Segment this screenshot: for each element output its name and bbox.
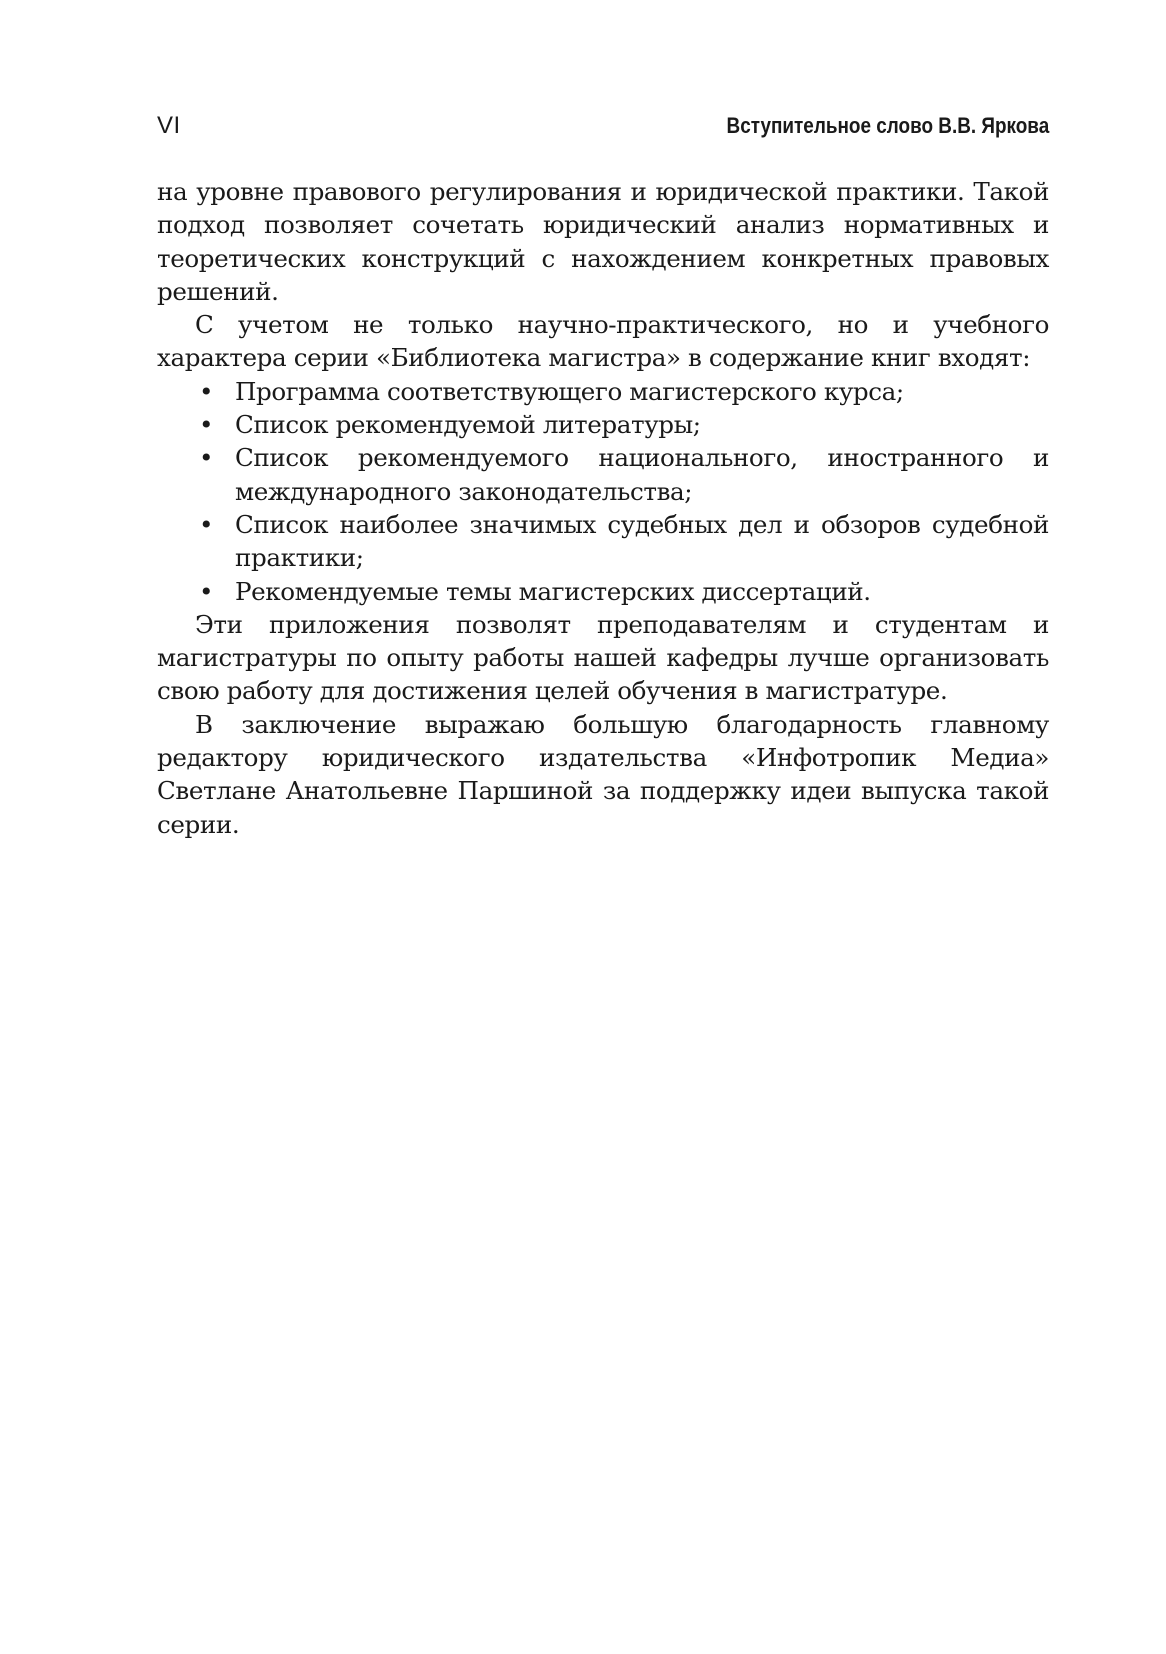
bullet-icon: • <box>199 410 214 440</box>
list-item-text: Список рекомендуемого национального, иностранного и международного законодательства; <box>235 443 1049 506</box>
bullet-icon: • <box>199 376 214 406</box>
running-title: Вступительное слово В.В. Яркова <box>726 113 1049 138</box>
list-item-text: Список рекомендуемой литературы; <box>235 410 701 440</box>
list-item <box>157 375 1049 408</box>
contents-list <box>157 375 1049 608</box>
bullet-icon: • <box>199 576 214 606</box>
bullet-icon: • <box>199 443 214 473</box>
list-item-text: Программа соответствующего магистерского курса; <box>235 376 904 406</box>
list-item <box>157 575 1049 608</box>
paragraph-3: Эти приложения позволят преподавателям и студентам и магистратуры по опыту работы нашей кафедры лучше организовать свою работу для достижения целей обучения в магистратуре. <box>157 609 1049 706</box>
list-item <box>157 508 1049 575</box>
bullet-icon: • <box>199 509 214 539</box>
list-item <box>157 441 1049 508</box>
paragraph-4: В заключение выражаю большую благодарность главному редактору юридического издательства «Инфотропик Медиа» Светлане Анатольевне Паршиной за поддержку идеи выпуска такой серии. <box>157 709 1049 839</box>
running-head <box>157 108 1049 144</box>
list-item-text: Список наиболее значимых судебных дел и обзоров судебной практики; <box>235 509 1049 573</box>
list-item-text: Рекомендуемые темы магистерских диссертаций. <box>235 576 871 606</box>
paragraph-1: на уровне правового регулирования и юридической практики. Такой подход позволяет сочетать юридический анализ нормативных и теоретических конструкций с нахождением конкретных правовых решений. <box>157 177 1049 306</box>
list-item <box>157 408 1049 441</box>
body-text <box>157 175 1049 841</box>
paragraph-2: С учетом не только научно-практического, но и учебного характера серии «Библиотека магистра» в содержание книг входят: <box>157 310 1049 373</box>
page-number: VI <box>157 112 181 139</box>
